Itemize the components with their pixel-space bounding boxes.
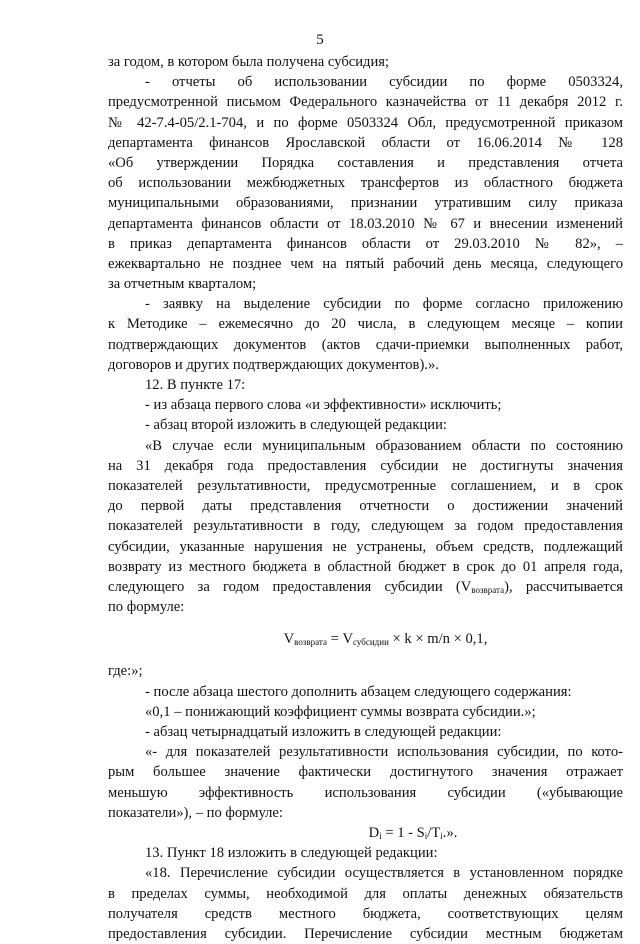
text-line: за отчетным кварталом; bbox=[108, 276, 257, 293]
text-line: «Об утверждении Порядка составления и представления отчета bbox=[108, 154, 623, 171]
text-line: департамента финансов области от 18.03.2010 № 67 и внесении изменений bbox=[108, 215, 623, 232]
text-line: - отчеты об использовании субсидии по форме 0503324, bbox=[145, 74, 623, 91]
text-line: до первой даты представления отчетности о достижении значений bbox=[108, 498, 623, 515]
text-line: департамента финансов Ярославской области от 16.06.2014 № 128 bbox=[108, 134, 623, 151]
text-line: «- для показателей результативности использования субсидии, по кото- bbox=[145, 744, 623, 761]
page-number: 5 bbox=[316, 32, 324, 48]
text-line: договоров и других подтверждающих документов).». bbox=[108, 356, 439, 373]
text-line: «0,1 – понижающий коэффициент суммы возврата субсидии.»; bbox=[145, 703, 536, 720]
text-line: - после абзаца шестого дополнить абзацем следующего содержания: bbox=[145, 683, 572, 700]
text-line: об использовании межбюджетных трансфертов из областного бюджета bbox=[108, 175, 623, 192]
text-line: «18. Перечисление субсидии осуществляется в установленном порядке bbox=[145, 865, 623, 882]
text-line: на 31 декабря года предоставления субсидии не достигнуты значения bbox=[108, 457, 623, 474]
text-line: в пределах суммы, необходимой для оплаты денежных обязательств bbox=[108, 885, 623, 902]
text-line: в приказ департамента финансов области от 29.03.2010 № 82», – bbox=[108, 235, 623, 252]
text-line: - абзац четырнадцатый изложить в следующей редакции: bbox=[145, 724, 502, 740]
text-line: - заявку на выделение субсидии по форме согласно приложению bbox=[145, 296, 623, 313]
text-line: по формуле: bbox=[108, 599, 185, 616]
text-line: «В случае если муниципальным образованием области по состоянию bbox=[145, 437, 623, 454]
text-line: меньшую эффективность использования субсидии («убывающие bbox=[108, 784, 623, 801]
formula-v-return: $V_{возврата} = V_{субсидии} \times k \times m/n \times 0,1$, bbox=[283, 631, 488, 648]
text-line: рым большее значение фактически достигнутого значения отражает bbox=[108, 764, 623, 781]
formula-d-i: $D_i = 1 - S_i/T_i$.». bbox=[368, 824, 458, 841]
text-line: предусмотренной письмом Федерального казначейства от 11 декабря 2012 г. bbox=[108, 94, 623, 111]
text-line: - из абзаца первого слова «и эффективности» исключить; bbox=[145, 397, 502, 414]
text-line: предоставления субсидии. Перечисление субсидии местным бюджетам bbox=[108, 925, 623, 942]
text-line: № 42-7.4-05/2.1-704, и по форме 0503324 Обл, предусмотренной приказом bbox=[108, 114, 623, 131]
text-line: получателя средств местного бюджета, соответствующих целям bbox=[108, 905, 623, 922]
text-line: ежеквартально не позднее чем на пятый рабочий день месяца, следующего bbox=[108, 255, 623, 272]
text-line: субсидии, указанные нарушения не устранены, объем средств, подлежащий bbox=[108, 538, 623, 555]
text-line: подтверждающих документов (актов сдачи-приемки выполненных работ, bbox=[108, 336, 623, 353]
text-line: где:»; bbox=[108, 663, 143, 680]
text-line: 13. Пункт 18 изложить в следующей редакции: bbox=[145, 845, 438, 862]
text-line: показателей результативности в году, следующем за годом предоставления bbox=[108, 518, 623, 535]
text-line: 12. В пункте 17: bbox=[145, 377, 246, 393]
text-line: показатели»), – по формуле: bbox=[108, 804, 283, 821]
text-line: к Методике – ежемесячно до 20 числа, в следующем месяце – копии bbox=[108, 316, 623, 333]
text-line: - абзац второй изложить в следующей редакции: bbox=[145, 417, 447, 434]
text-line: показателей результативности, предусмотренные соглашением, и в срок bbox=[108, 477, 623, 494]
text-line: муниципальными образованиями, признании утратившим силу приказа bbox=[108, 195, 623, 212]
text-line: за годом, в котором была получена субсидия; bbox=[108, 54, 390, 70]
text-line: следующего за годом предоставления субсидии $(V_{возврата})$, рассчитывается bbox=[108, 578, 623, 595]
document-body bbox=[108, 52, 623, 944]
text-line: возврату из местного бюджета в областной бюджет в срок до 01 апреля года, bbox=[108, 558, 623, 575]
